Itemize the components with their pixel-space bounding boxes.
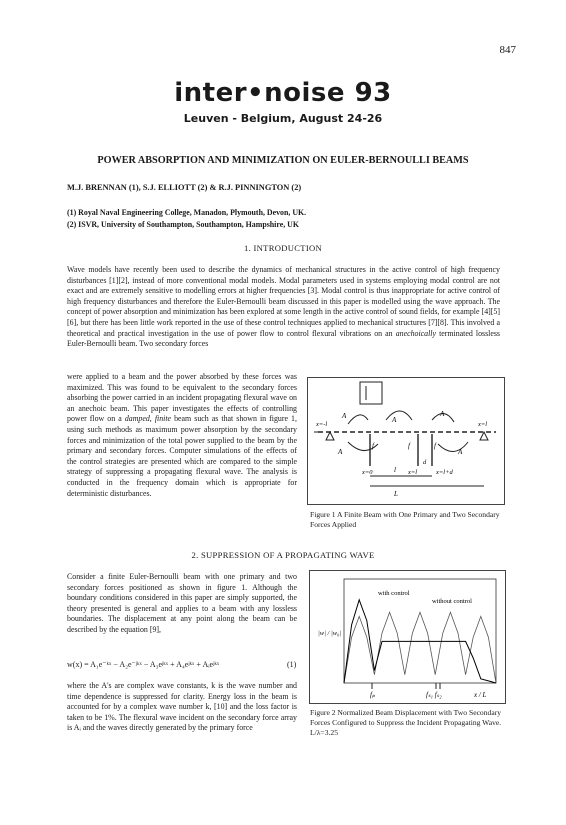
section-2-after-equation: where the A's are complex wave constants, k is the wave number and time dependence is suppressed for clarity. Energy loss in the beam is accounted for by a complex wave number k, [10] and the loss factor is taken to be 1%. The flexural wave incident on the secondary force array is Aᵢ and the waves directly generated by the primary force: [67, 681, 297, 733]
plot-area: [344, 579, 496, 683]
x-axis-label: x / L: [474, 691, 487, 699]
label-fp-axis: fₚ: [370, 691, 375, 699]
conference-subtitle: Leuven - Belgium, August 24-26: [183, 112, 383, 125]
intro-narrow-a: were applied to a beam and the power absorbed by these forces was maximized. This was found to be equivalent to the secondary forces absorbing the power carried in an incident propagating flexural wave on an anechoic beam. This paper investigates the effects of controlling power flow on a: [67, 372, 297, 424]
label-x0: x=0: [362, 469, 373, 476]
label-L: L: [394, 490, 398, 498]
label-a4: A: [458, 448, 463, 456]
page-number: 847: [499, 44, 516, 56]
label-l: l: [394, 466, 396, 474]
figure-1-diagram: [308, 378, 504, 504]
intro-paragraph: [67, 265, 500, 350]
label-a2: A: [440, 410, 445, 418]
label-x-minus-l: x=-l: [316, 421, 328, 428]
label-fs-axis: fₛ₁ fₛ₂: [426, 691, 442, 699]
intro-text: Wave models have recently been used to describe the dynamics of mechanical structures in the active control of high frequency disturbances [1][2], instead of more conventional modal models. Modal parameters used in systems employing modal control are not exact and are extremely sensitive to modelling errors at higher frequencies [3]. Modal control is thus inappropriate for active control of high frequency disturbances and therefore the Euler-Bernoulli beam discussed in this paper is modelled using the wave approach. The concept of power absorption and minimization has been explored at some length in the active control of sound fields, for example [4][5][6], but there has been little work reported in the use of these control techniques applied to mechanical structures [7][8]. This involved a theoretical and practical investigation in the use of power flow to control flexural vibrations on an: [67, 265, 500, 338]
right-support: [480, 432, 488, 440]
label-a1: A: [342, 412, 347, 420]
equation-1: w(x) = A₁e⁻ᵏˣ − A₂e⁻ʲᵏˣ − A₃eʲᵏˣ + A₄eʲᵏˣ + Aᵢeʲᵏˣ: [67, 660, 220, 669]
label-x-plus-l: x=l: [478, 421, 488, 428]
intro-narrow-b: beam such as that shown in figure 1, using such methods as maximum power absorption by the secondary forces and minimization of the total power supplied to the beam by the primary and secondary forces. Computer simulations of the effects of the control strategies are presented which are compared to the simple strategy of suppressing a propagating flexural wave. The analysis is conducted in the frequency domain which is appropriate for deterministic disturbances.: [67, 414, 297, 498]
wave-symbol-box: [360, 382, 382, 404]
y-axis-label: |w| / |w₀|: [318, 630, 342, 637]
label-fs2: f: [434, 442, 436, 450]
legend-with-control: with control: [378, 590, 410, 597]
paper-title: POWER ABSORPTION AND MINIMIZATION ON EULER-BERNOULLI BEAMS: [97, 155, 469, 166]
affiliation-2: (2) ISVR, University of Southampton, Southampton, Hampshire, UK: [67, 220, 299, 229]
intro-text-b: terminated lossless Euler-Bernoulli beam. Two secondary forces: [67, 328, 501, 349]
label-ai: A: [392, 416, 397, 424]
left-support: [326, 432, 334, 440]
label-fp: f: [372, 442, 374, 450]
figure-1: [307, 377, 505, 505]
label-d: d: [423, 459, 427, 466]
legend-without-control: without control: [432, 598, 472, 605]
affiliation-1: (1) Royal Naval Engineering College, Manadon, Plymouth, Devon, UK.: [67, 208, 307, 217]
label-xld: x=l+d: [436, 469, 453, 476]
section-2-heading: 2. SUPPRESSION OF A PROPAGATING WAVE: [191, 550, 375, 560]
section-1-heading: 1. INTRODUCTION: [243, 243, 323, 253]
intro-italic-2: damped, finite: [124, 414, 172, 424]
intro-narrow-paragraph: [67, 372, 297, 499]
figure-1-caption: Figure 1 A Finite Beam with One Primary and Two Secondary Forces Applied: [310, 510, 500, 529]
label-xl: x=l: [408, 469, 418, 476]
label-a3: A: [338, 448, 343, 456]
figure-2: [309, 570, 506, 704]
figure-2-plot: [310, 571, 505, 703]
figure-2-caption: Figure 2 Normalized Beam Displacement with Two Secondary Forces Configured to Suppress the Incident Propagating Wave. L/λ=3.25: [310, 708, 502, 737]
equation-1-number: (1): [287, 660, 297, 669]
intro-italic-1: anechoically: [395, 328, 436, 338]
section-2-paragraph: Consider a finite Euler-Bernoulli beam with one primary and two secondary forces positioned as shown in figure 1. Although the boundary conditions considered in this paper are simply supported, the theory presented is general and applies to a beam with any lossless boundaries. The displacement at any point along the beam can be described by the equation [9],: [67, 572, 297, 634]
conference-logo: inter•noise 93: [174, 78, 392, 108]
label-fs1: f: [408, 442, 410, 450]
authors: M.J. BRENNAN (1), S.J. ELLIOTT (2) & R.J. PINNINGTON (2): [67, 183, 302, 192]
